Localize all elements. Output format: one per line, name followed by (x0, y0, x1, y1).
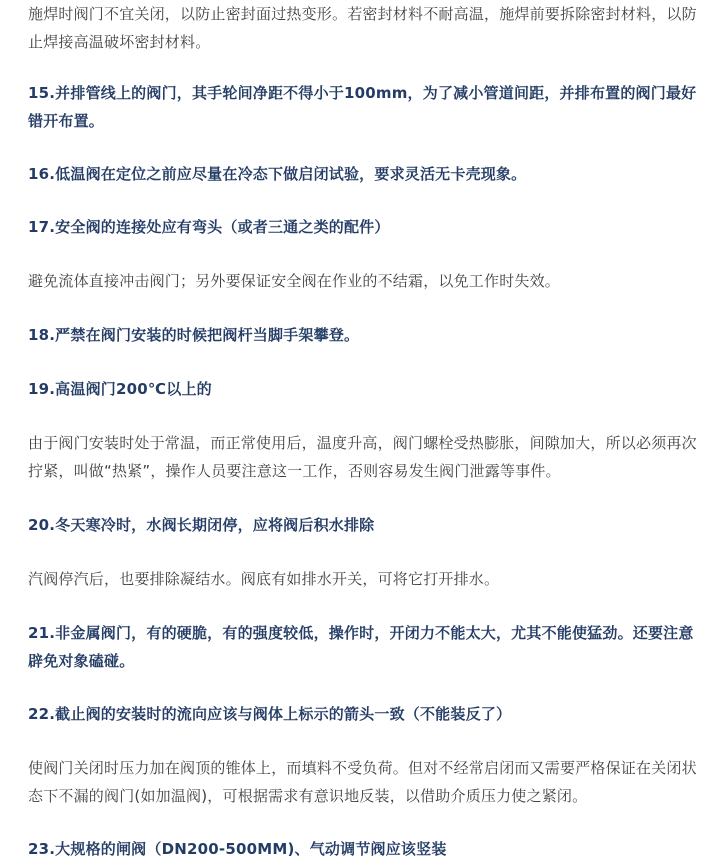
heading-item-15: 15.并排管线上的阀门，其手轮间净距不得小于100mm，为了减小管道间距，并排布置的阀门最好错开布置。 (28, 84, 697, 130)
heading-item-23: 23.大规格的闸阀（DN200-500MM)、气动调节阀应该竖装 (28, 840, 447, 858)
paragraph-item-19: 由于阀门安装时处于常温，而正常使用后，温度升高，阀门螺栓受热膨胀，间隙加大，所以必须再次拧紧，叫做“热紧”，操作人员要注意这一工作，否则容易发生阀门泄露等事件。 (28, 434, 697, 480)
paragraph-item-20: 汽阀停汽后，也要排除凝结水。阀底有如排水开关，可将它打开排水。 (28, 570, 500, 588)
heading-item-18: 18.严禁在阀门安装的时候把阀杆当脚手架攀登。 (28, 326, 360, 344)
paragraph-item-22: 使阀门关闭时压力加在阀顶的锥体上，而填料不受负荷。但对不经常启闭而又需要严格保证在关闭状态下不漏的阀门(如加温阀)，可根据需求有意识地反装，以借助介质压力使之紧闭。 (28, 759, 697, 805)
heading-item-16: 16.低温阀在定位之前应尽量在冷态下做启闭试验，要求灵活无卡壳现象。 (28, 165, 527, 183)
heading-item-22: 22.截止阀的安装时的流向应该与阀体上标示的箭头一致（不能装反了） (28, 705, 512, 723)
heading-item-19: 19.高温阀门200℃以上的 (28, 380, 212, 398)
paragraph-welding-note: 施焊时阀门不宜关闭，以防止密封面过热变形。若密封材料不耐高温，施焊前要拆除密封材料，以防止焊接高温破坏密封材料。 (28, 5, 697, 51)
heading-item-20: 20.冬天寒冷时，水阀长期闭停，应将阀后积水排除 (28, 516, 375, 534)
heading-item-17: 17.安全阀的连接处应有弯头（或者三通之类的配件） (28, 218, 390, 236)
heading-item-21: 21.非金属阀门，有的硬脆，有的强度较低，操作时，开闭力不能太大，尤其不能使猛劲。还要注意辟免对象磕碰。 (28, 624, 694, 670)
paragraph-item-17: 避免流体直接冲击阀门；另外要保证安全阀在作业的不结霜，以免工作时失效。 (28, 272, 561, 290)
